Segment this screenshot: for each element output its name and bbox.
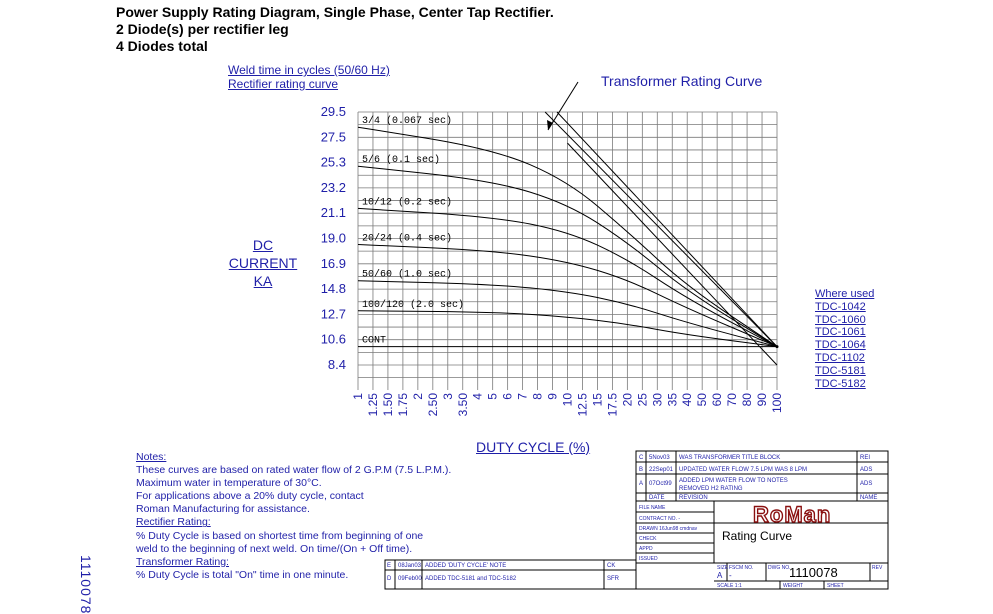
x-tick-label: 3.50 (455, 393, 470, 417)
notes-heading: Notes: (136, 451, 167, 463)
x-tick-label: 1 (351, 393, 365, 400)
title-line-2: 2 Diode(s) per rectifier leg (116, 21, 289, 37)
rectifier-curve-legend: Rectifier rating curve (228, 77, 339, 91)
x-tick-label: 2.50 (425, 393, 440, 417)
drawn-label: DRAWN 16Jun98 cmdnav (639, 526, 698, 532)
curve-label: 5/6 (0.1 sec) (362, 155, 441, 167)
x-tick-label: 25 (635, 393, 650, 407)
y-tick-label: 14.8 (320, 281, 346, 297)
rev-head-revision: REVISION (679, 495, 708, 501)
transformer-curve-label: Transformer Rating Curve (601, 73, 763, 89)
x-tick-label: 4 (470, 393, 485, 400)
size-label: SIZE (717, 565, 729, 571)
x-axis-title: DUTY CYCLE (%) (476, 439, 591, 455)
rev-d-date: 09Feb00 (398, 576, 422, 582)
where-used-item[interactable]: TDC-1061 (815, 326, 866, 339)
weld-time-legend: Weld time in cycles (50/60 Hz) (228, 63, 390, 77)
file-name-label: FILE NAME (639, 505, 666, 511)
note-line: % Duty Cycle is based on shortest time from beginning of one (136, 529, 424, 542)
y-axis-title-ka: KA (253, 273, 273, 289)
rev-head-name: NAME (860, 495, 878, 501)
y-tick-label: 12.7 (320, 306, 346, 322)
rev-d-letter: D (387, 576, 392, 582)
rev-head-date: DATE (649, 495, 665, 501)
x-tick-label: 9 (545, 393, 560, 400)
rev-a-letter: A (639, 481, 644, 487)
rev-c-desc: WAS TRANSFORMER TITLE BLOCK (679, 455, 781, 461)
where-used-item[interactable]: TDC-1102 (815, 351, 865, 364)
note-line: Roman Manufacturing for assistance. (136, 503, 310, 516)
where-used-item[interactable]: TDC-5181 (815, 364, 866, 377)
where-used-item[interactable]: TDC-1060 (815, 313, 866, 326)
rev-e-date: 08Jan03 (398, 563, 422, 569)
y-tick-label: 29.5 (320, 104, 346, 119)
x-tick-label: 50 (695, 393, 710, 407)
x-tick-label: 3 (440, 393, 455, 400)
x-tick-label: 8 (530, 393, 545, 400)
y-tick-label: 19.0 (320, 230, 346, 246)
weight-label: WEIGHT (783, 583, 803, 589)
x-tick-label: 30 (650, 393, 665, 407)
appd-label: APPD (639, 546, 653, 552)
fscm-value: - (729, 571, 732, 580)
x-tick-label: 6 (500, 392, 515, 400)
y-axis-title-current: CURRENT (228, 255, 298, 271)
title-line-1: Power Supply Rating Diagram, Single Phase, Center Tap Rectifier. (116, 4, 554, 20)
rev-c-letter: C (639, 455, 644, 461)
rev-b-letter: B (639, 467, 644, 473)
curve-label: 100/120 (2.0 sec) (362, 299, 465, 311)
rev-e-letter: E (387, 563, 392, 569)
side-drawing-number: 1110078 (78, 555, 94, 614)
y-tick-label: 23.2 (320, 179, 346, 195)
x-tick-label: 1.75 (395, 393, 410, 417)
x-tick-label: 40 (680, 393, 695, 407)
transformer-rating-heading: Transformer Rating: (136, 555, 229, 568)
x-tick-label: 35 (665, 393, 680, 407)
issued-label: ISSUED (639, 556, 658, 562)
x-tick-label: 15 (590, 393, 605, 407)
y-tick-label: 27.5 (320, 129, 346, 145)
rev-a-date: 07Oct99 (649, 481, 672, 487)
curve-label: CONT (362, 335, 387, 347)
x-tick-label: 12.5 (575, 393, 590, 417)
sheet-label: SHEET (827, 583, 844, 589)
rev-d-desc: ADDED TDC-5181 and TDC-5182 (425, 576, 517, 582)
check-label: CHECK (639, 536, 657, 542)
note-line: These curves are based on rated water flow of 2 G.P.M (7.5 L.P.M.). (136, 464, 452, 477)
y-tick-label: 8.4 (327, 357, 346, 372)
x-tick-label: 100 (770, 393, 784, 414)
rev-a-desc: ADDED LPM WATER FLOW TO NOTES (679, 478, 788, 484)
curve-label: 50/60 (1.0 sec) (362, 269, 453, 281)
drawing-number: 1110078 (789, 565, 838, 580)
y-tick-label: 16.9 (320, 255, 346, 271)
rev-b-desc: UPDATED WATER FLOW 7.5 LPM WAS 8 LPM (679, 467, 808, 473)
note-line: % Duty Cycle is total "On" time in one minute. (136, 568, 349, 581)
rectifier-rating-heading: Rectifier Rating: (136, 516, 211, 529)
rev-b-date: 22Sep01 (649, 467, 674, 473)
rev-b-by: ADS (860, 467, 873, 473)
y-tick-label: 25.3 (320, 154, 346, 170)
x-tick-label: 10 (560, 393, 575, 407)
rev-a-by: ADS (860, 481, 873, 487)
curve-label: 20/24 (0.4 sec) (362, 233, 453, 245)
note-line: weld to the beginning of next weld. On time/(On + Off time). (136, 542, 413, 555)
x-tick-label: 90 (755, 393, 770, 407)
y-tick-label: 10.6 (320, 331, 346, 347)
scale-label: SCALE 1:1 (717, 583, 742, 589)
size-value: A (717, 571, 723, 580)
curve-label: 10/12 (0.2 sec) (362, 197, 453, 209)
rev-d-by: SFR (607, 576, 619, 582)
x-tick-label: 70 (725, 393, 740, 407)
roman-logo: RoMan (753, 502, 832, 527)
rev-label: REV (872, 565, 883, 571)
x-tick-label: 80 (740, 393, 755, 407)
where-used-heading: Where used (815, 288, 875, 300)
contract-label: CONTRACT NO. - (639, 516, 681, 522)
rev-a-desc2: REMOVED H2 RATING (679, 486, 743, 492)
x-tick-label: 17.5 (605, 393, 620, 417)
note-line: For applications above a 20% duty cycle, contact (136, 490, 364, 503)
note-line: Maximum water in temperature of 30°C. (136, 477, 322, 490)
y-tick-label: 21.1 (320, 205, 346, 221)
x-tick-label: 1.50 (380, 393, 395, 417)
x-tick-label: 7 (515, 393, 530, 400)
y-axis-title-dc: DC (252, 237, 274, 253)
dwg-label: DWG NO. (768, 565, 791, 571)
rev-e-by: CK (607, 563, 616, 569)
curve-label: 3/4 (0.067 sec) (362, 116, 453, 128)
fscm-label: FSCM NO. (729, 565, 754, 571)
title-line-3: 4 Diodes total (116, 38, 208, 54)
x-tick-label: 2 (410, 393, 425, 400)
x-tick-label: 1.25 (365, 393, 380, 417)
where-used-item[interactable]: TDC-1042 (815, 300, 866, 313)
x-tick-label: 60 (710, 393, 725, 407)
where-used-item[interactable]: TDC-5182 (815, 377, 866, 390)
x-tick-label: 5 (485, 393, 500, 400)
rev-e-desc: ADDED 'DUTY CYCLE' NOTE (425, 563, 507, 569)
rev-c-date: 5Nov03 (649, 455, 670, 461)
rev-c-by: REI (860, 455, 871, 461)
drawing-title: Rating Curve (722, 529, 793, 543)
where-used-item[interactable]: TDC-1064 (815, 339, 866, 352)
x-tick-label: 20 (620, 393, 635, 407)
